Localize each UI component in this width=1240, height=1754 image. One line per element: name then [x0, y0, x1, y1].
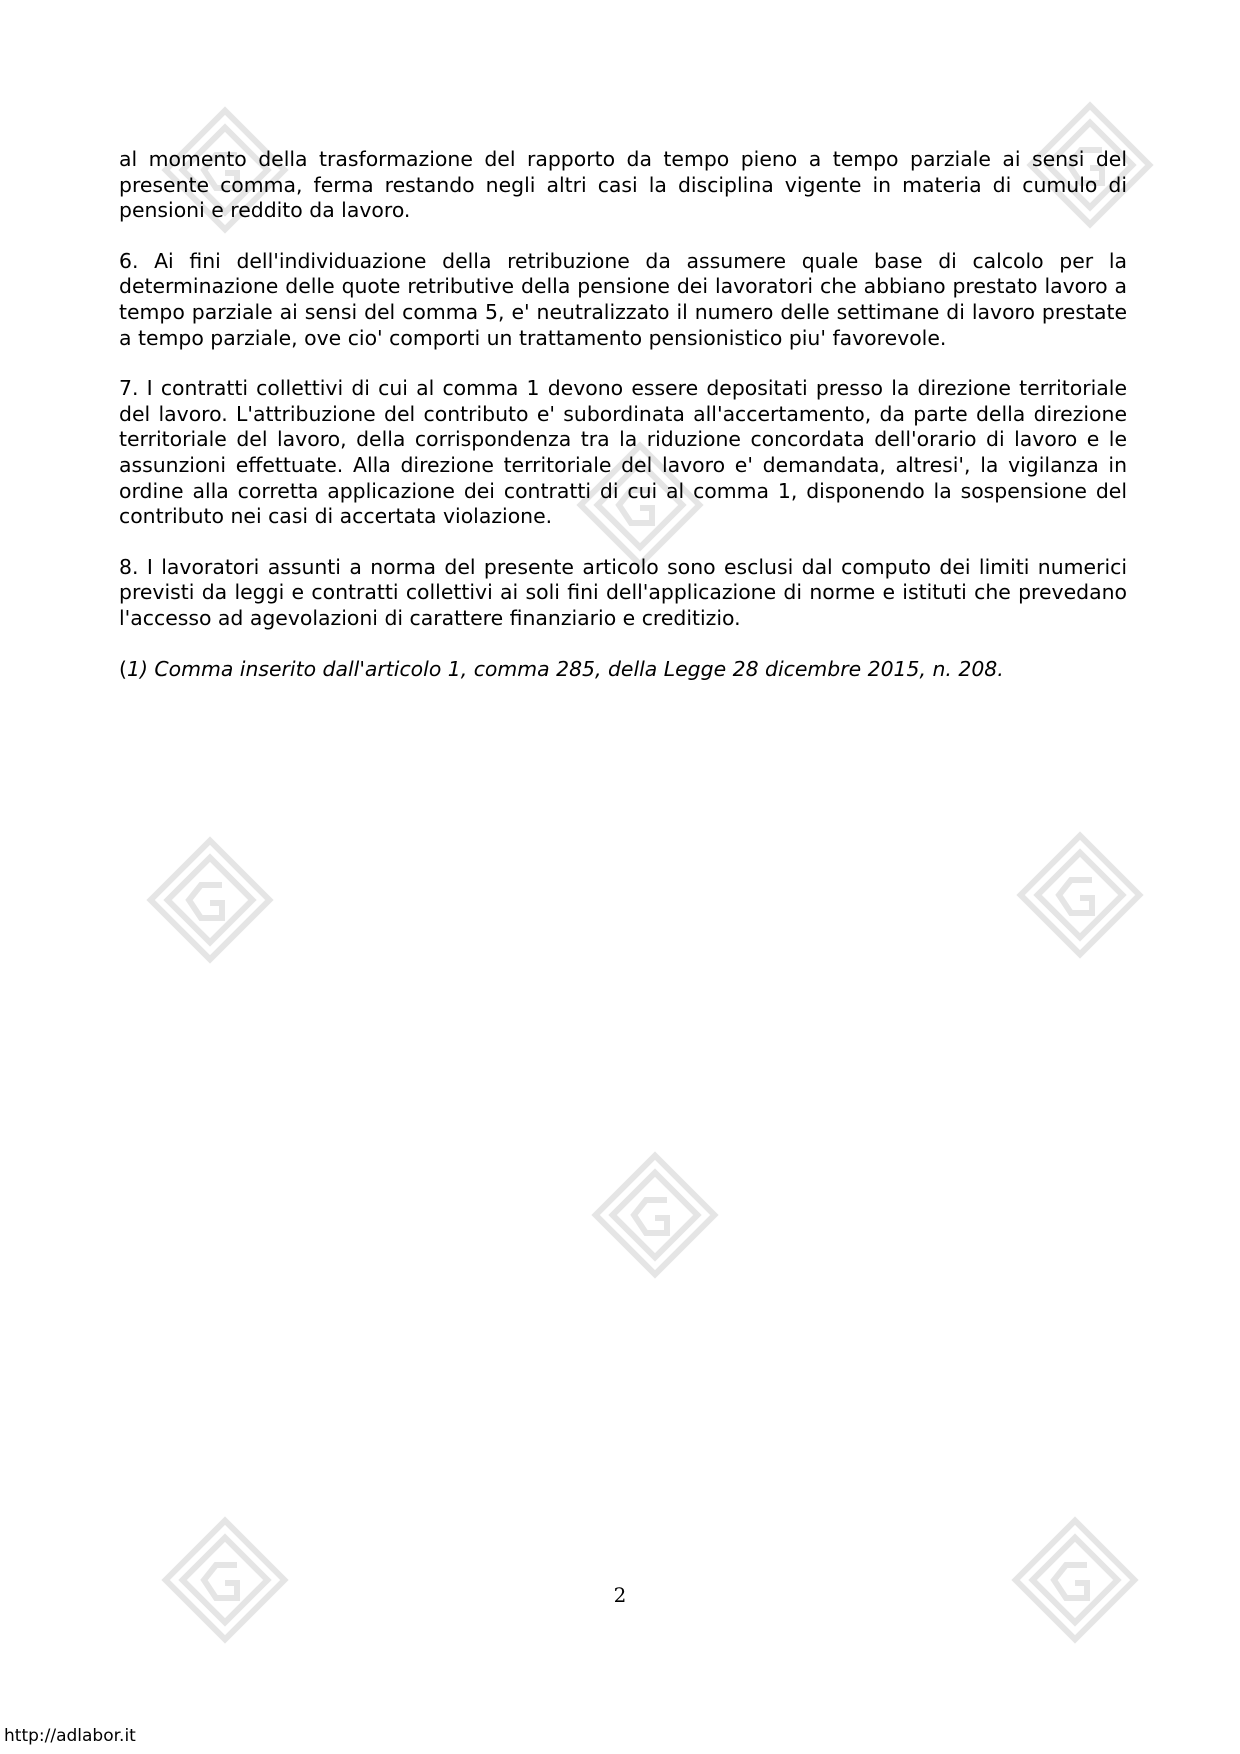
watermark-logo-icon: [150, 1505, 300, 1655]
watermark-logo-icon: [1000, 1505, 1150, 1655]
paragraph-7: 7. I contratti collettivi di cui al comma 1 devono essere depositati presso la direzione territoriale del lavoro. L'attribuzione del contributo e' subordinata all'accertamento, da parte della direzione territoriale del lavoro, della corrispondenza tra la riduzione concordata dell'orario di lavoro e le assunzioni effettuate. Alla direzione territoriale del lavoro e' demandata, altresi', la vigilanza in ordine alla corretta applicazione dei contratti di cui al comma 1, disponendo la sospensione del contributo nei casi di accertata violazione.: [119, 376, 1127, 529]
document-body: [119, 147, 1127, 682]
footnote: [119, 657, 1127, 683]
paragraph-8: 8. I lavoratori assunti a norma del presente articolo sono esclusi dal computo dei limiti numerici previsti da leggi e contratti collettivi ai soli fini dell'applicazione di norme e istituti che prevedano l'accesso ad agevolazioni di carattere finanziario e creditizio.: [119, 554, 1127, 630]
footer-url: http://adlabor.it: [4, 1726, 136, 1746]
watermark-logo-icon: [135, 825, 285, 975]
footnote-text: 1) Comma inserito dall'articolo 1, comma 285, della Legge 28 dicembre 2015, n. 208.: [126, 656, 1004, 681]
footnote-open-paren: (: [119, 656, 127, 681]
page-number: 2: [613, 1583, 627, 1607]
watermark-logo-icon: [580, 1140, 730, 1290]
paragraph-6: 6. Ai fini dell'individuazione della retribuzione da assumere quale base di calcolo per la determinazione delle quote retributive della pensione dei lavoratori che abbiano prestato lavoro a tempo parziale ai sensi del comma 5, e' neutralizzato il numero delle settimane di lavoro prestate a tempo parziale, ove cio' comporti un trattamento pensionistico piu' favorevole.: [119, 248, 1127, 350]
paragraph-continuation: al momento della trasformazione del rapporto da tempo pieno a tempo parziale ai sensi del presente comma, ferma restando negli altri casi la disciplina vigente in materia di cumulo di pensioni e reddito da lavoro.: [119, 147, 1127, 223]
watermark-logo-icon: [1005, 820, 1155, 970]
